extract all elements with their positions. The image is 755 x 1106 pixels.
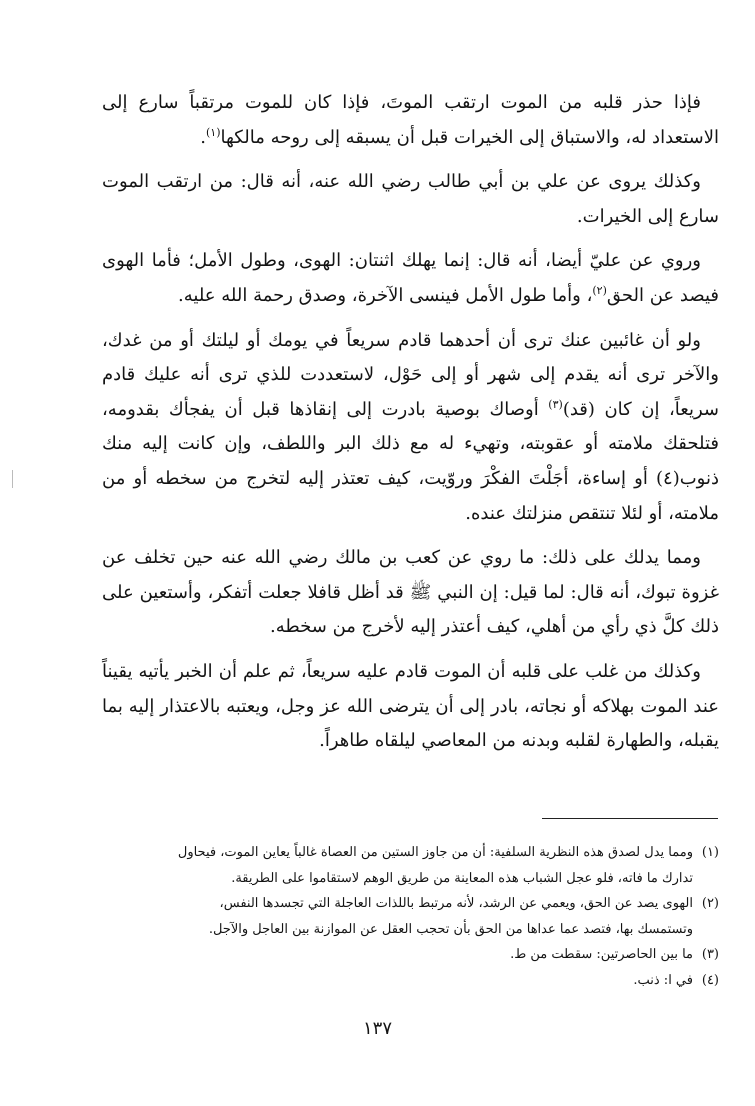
paragraph-4-end: أوصاك بوصية بادرت إلى إنقاذها قبل أن يفجأك بقدومه، فتلحقك ملامته أو عقوبته، وتهيء له مع ذلك البر واللطف، وإن كانت إليه منك ذنوب(٤) أو إساءة، أجَلْتَ الفكْرَ وروّيت، كيف تعتذر إليه لتخرج من سخطه أو من ملامته، أو لئلا تنتقص منزلتك عنده. [102, 398, 719, 524]
main-text [102, 86, 719, 769]
footnote-ref-3: (٣) [548, 397, 563, 411]
paragraph-3-end: ، وأما طول الأمل فينسى الآخرة، وصدق رحمة الله عليه. [178, 284, 593, 306]
paragraph-1-end: . [200, 126, 206, 148]
footnote-1 [102, 840, 719, 866]
footnote-3-number: (٣) [701, 947, 719, 962]
scan-margin-mark [12, 470, 13, 488]
paragraph-2 [102, 165, 719, 234]
footnote-2-line-2: وتستمسك بها، فتصد عما عداها من الحق بأن تحجب العقل عن الموازنة بين العاجل والآجل. [208, 921, 693, 937]
paragraph-5-text: ومما يدلك على ذلك: ما روي عن كعب بن مالك رضي الله عنه حين تخلف عن غزوة تبوك، أنه قال: لما قيل: إن النبي ﷺ قد أظل قافلا جعلت أتفكر، وأستعين على ذلك كلَّ ذي رأي من أهلي، كيف أعتذر إليه لأخرج من سخطه. [102, 547, 719, 638]
paragraph-4 [102, 324, 719, 532]
footnote-2-continued [102, 917, 719, 943]
page-number: ١٣٧ [362, 1018, 392, 1039]
footnote-3-line-1: ما بين الحاصرتين: سقطت من ط. [510, 947, 693, 962]
footnote-1-line-1: ومما يدل لصدق هذه النظرية السلفية: أن من جاوز الستين من العصاة غالباً يعاين الموت، فيحاول [177, 845, 693, 860]
footnote-4-line-1: في ا: ذنب. [633, 972, 693, 988]
paragraph-3 [102, 244, 719, 313]
footnote-3 [102, 942, 719, 968]
paragraph-1 [102, 86, 719, 155]
paragraph-6 [102, 655, 719, 759]
footnote-ref-2: (٢) [592, 283, 607, 297]
footnote-4-number: (٤) [701, 972, 719, 988]
paragraph-5 [102, 541, 719, 645]
footnote-1-line-2: تدارك ما فاته، فلو عجل الشباب هذه المعاينة من طريق الوهم لاستقاموا على الطريقة. [231, 870, 693, 886]
footnote-1-continued [102, 866, 719, 892]
footnote-2-line-1: الهوى يصد عن الحق، ويعمي عن الرشد، لأنه مرتبط باللذات العاجلة التي تجسدها النفس، [219, 896, 693, 911]
footnotes [102, 840, 719, 993]
footnote-2-number: (٢) [701, 896, 719, 911]
paragraph-4-text: ولو أن غائبين عنك ترى أن أحدهما قادم سريعاً في يومك أو ليلتك أو من غدك، والآخر ترى أنه يقدم إلى شهر أو إلى حَوْل، لاستعددت للذي ترى أنه عليك قادم سريعاً، إن كان (قد) [102, 329, 719, 420]
footnote-separator [542, 818, 718, 819]
paragraph-3-text: وروي عن عليّ أيضا، أنه قال: إنما يهلك اثنتان: الهوى، وطول الأمل؛ فأما الهوى فيصد عن الحق [102, 250, 719, 306]
footnote-ref-1: (١) [206, 125, 221, 139]
paragraph-1-text: فإذا حذر قلبه من الموت ارتقب الموتَ، فإذا كان للموت مرتقباً سارع إلى الاستعداد له، والاستباق إلى الخيرات قبل أن يسبقه إلى روحه مالكها [102, 92, 719, 148]
footnote-1-number: (١) [701, 845, 719, 860]
paragraph-2-text: وكذلك يروى عن علي بن أبي طالب رضي الله عنه، أنه قال: من ارتقب الموت سارع إلى الخيرات. [102, 171, 719, 227]
footnote-2 [102, 891, 719, 917]
footnote-4 [102, 968, 719, 994]
paragraph-6-text: وكذلك من غلب على قلبه أن الموت قادم عليه سريعاً، ثم علم أن الخبر يأتيه يقيناً عند الموت بهلاكه أو نجاته، بادر إلى أن يترضى الله عز وجل، ويعتبه بالاعتذار إليه بما يقبله، والطهارة لقلبه وبدنه من المعاصي ليلقاه طاهراً. [102, 660, 719, 752]
